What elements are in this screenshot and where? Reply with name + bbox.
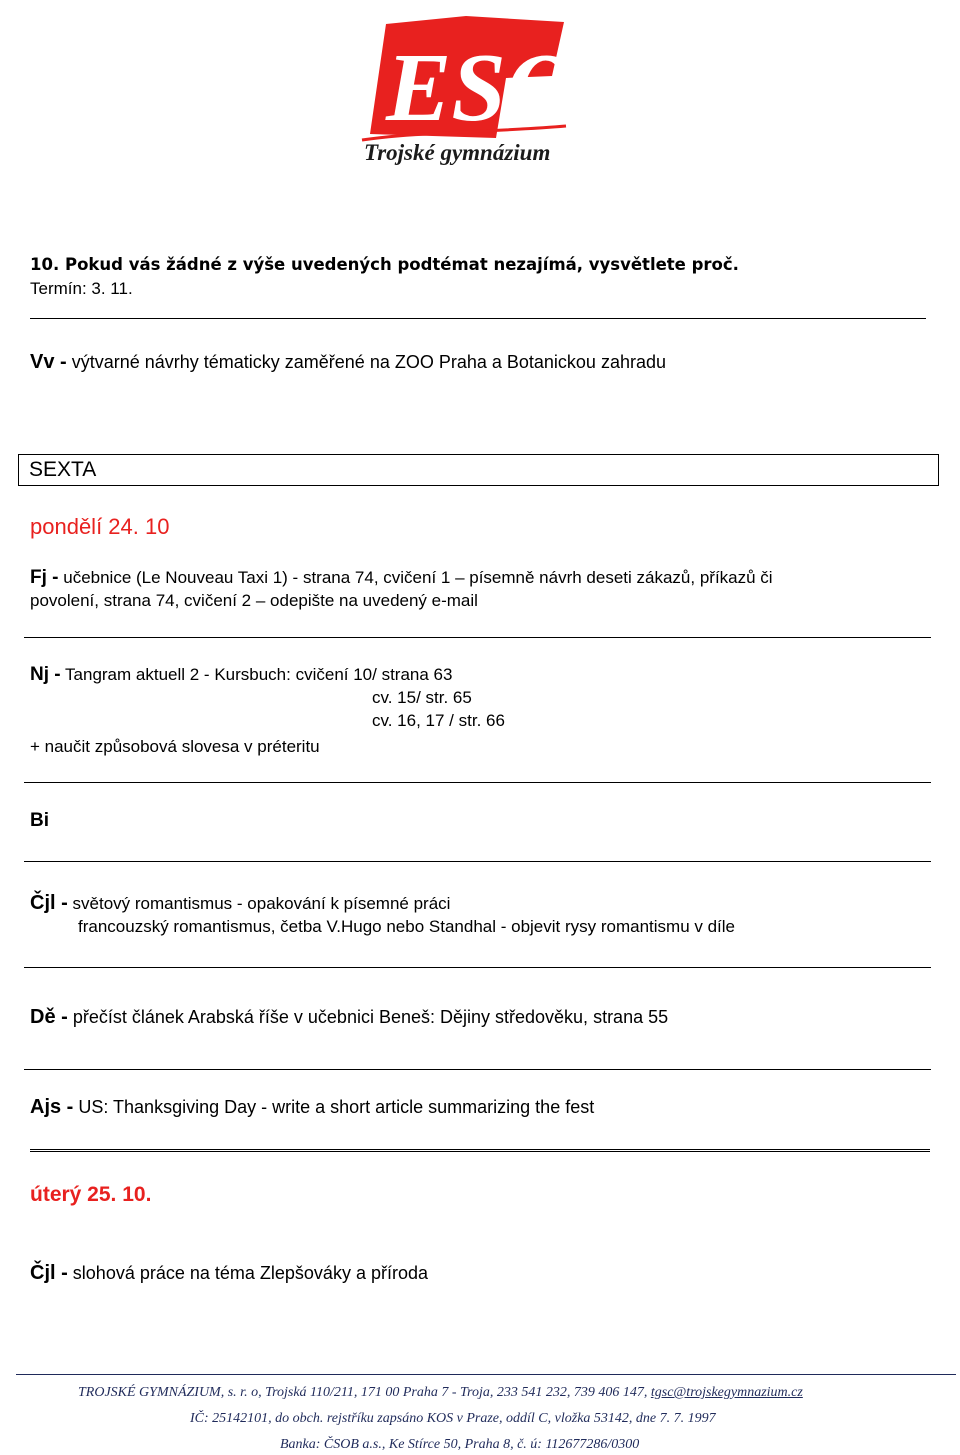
bi-subject: Bi bbox=[30, 810, 49, 831]
footer-divider bbox=[16, 1374, 956, 1375]
double-divider-line bbox=[30, 1149, 930, 1155]
subject-label: Fj - bbox=[30, 567, 59, 588]
subject-label: Ajs - bbox=[30, 1096, 74, 1118]
subject-label: Nj - bbox=[30, 664, 61, 685]
divider-line bbox=[24, 782, 931, 783]
day-heading-monday: pondělí 24. 10 bbox=[30, 514, 170, 539]
de-entry bbox=[30, 1006, 668, 1029]
nj-line3: cv. 16, 17 / str. 66 bbox=[372, 711, 505, 730]
subject-label: Vv - bbox=[30, 351, 67, 373]
divider-line bbox=[30, 318, 926, 319]
footer-address-text: TROJSKÉ GYMNÁZIUM, s. r. o, Trojská 110/211, 171 00 Praha 7 - Troja, 233 541 232, 739 406 147, bbox=[78, 1385, 651, 1400]
assignment-text: učebnice (Le Nouveau Taxi 1) - strana 74, cvičení 1 – písemně návrh deseti zákazů, příkazů či bbox=[63, 568, 773, 587]
ajs-entry bbox=[30, 1096, 594, 1119]
vv-entry bbox=[30, 351, 666, 374]
subject-label: Dě - bbox=[30, 1006, 68, 1028]
assignment-text: slohová práce na téma Zlepšováky a příroda bbox=[72, 1263, 428, 1283]
day-heading-tuesday: úterý 25. 10. bbox=[30, 1183, 152, 1206]
class-label: SEXTA bbox=[29, 458, 97, 481]
assignment-text: výtvarné návrhy tématicky zaměřené na ZOO Praha a Botanickou zahradu bbox=[71, 352, 666, 372]
footer-email-link[interactable]: tgsc@trojskegymnazium.cz bbox=[650, 1385, 803, 1400]
cjl-tuesday-entry bbox=[30, 1262, 428, 1285]
nj-entry bbox=[30, 664, 452, 686]
deadline-text: Termín: 3. 11. bbox=[30, 279, 133, 298]
fj-line2: povolení, strana 74, cvičení 2 – odepište na uvedený e-mail bbox=[30, 591, 478, 610]
eso-logo-graphic bbox=[356, 14, 578, 174]
divider-line bbox=[24, 637, 931, 638]
nj-line2: cv. 15/ str. 65 bbox=[372, 688, 472, 707]
assignment-text: světový romantismus - opakování k písemné práci bbox=[72, 894, 451, 913]
divider-line bbox=[24, 861, 931, 862]
divider-line bbox=[24, 967, 931, 968]
subject-label: Čjl - bbox=[30, 892, 68, 914]
fj-entry bbox=[30, 567, 773, 589]
assignment-text: US: Thanksgiving Day - write a short article summarizing the fest bbox=[78, 1097, 595, 1117]
subject-label: Čjl - bbox=[30, 1262, 68, 1284]
question-text: Pokud vás žádné z výše uvedených podtémat nezajímá, vysvětlete proč. bbox=[64, 255, 739, 274]
logo-letters: ESO bbox=[386, 34, 577, 142]
question-heading bbox=[30, 255, 739, 274]
divider-line bbox=[24, 1069, 931, 1070]
school-logo bbox=[356, 14, 578, 174]
question-number: 10. bbox=[30, 255, 60, 274]
footer-registration: IČ: 25142101, do obch. rejstříku zapsáno KOS v Praze, oddíl C, vložka 53142, dne 7. 7. 1997 bbox=[190, 1411, 716, 1426]
assignment-text: přečíst článek Arabská říše v učebnici Beneš: Dějiny středověku, strana 55 bbox=[72, 1007, 669, 1027]
cjl-entry bbox=[30, 892, 450, 915]
class-header-box bbox=[18, 454, 939, 486]
nj-line4: + naučit způsobová slovesa v préteritu bbox=[30, 737, 320, 756]
footer-bank: Banka: ČSOB a.s., Ke Stírce 50, Praha 8, č. ú: 112677286/0300 bbox=[280, 1437, 640, 1452]
assignment-text: Tangram aktuell 2 - Kursbuch: cvičení 10/ strana 63 bbox=[65, 665, 453, 684]
cjl-line2: francouzský romantismus, četba V.Hugo nebo Standhal - objevit rysy romantismu v díle bbox=[78, 917, 736, 936]
footer-address bbox=[78, 1385, 803, 1401]
logo-subtitle: Trojské gymnázium bbox=[364, 140, 551, 165]
